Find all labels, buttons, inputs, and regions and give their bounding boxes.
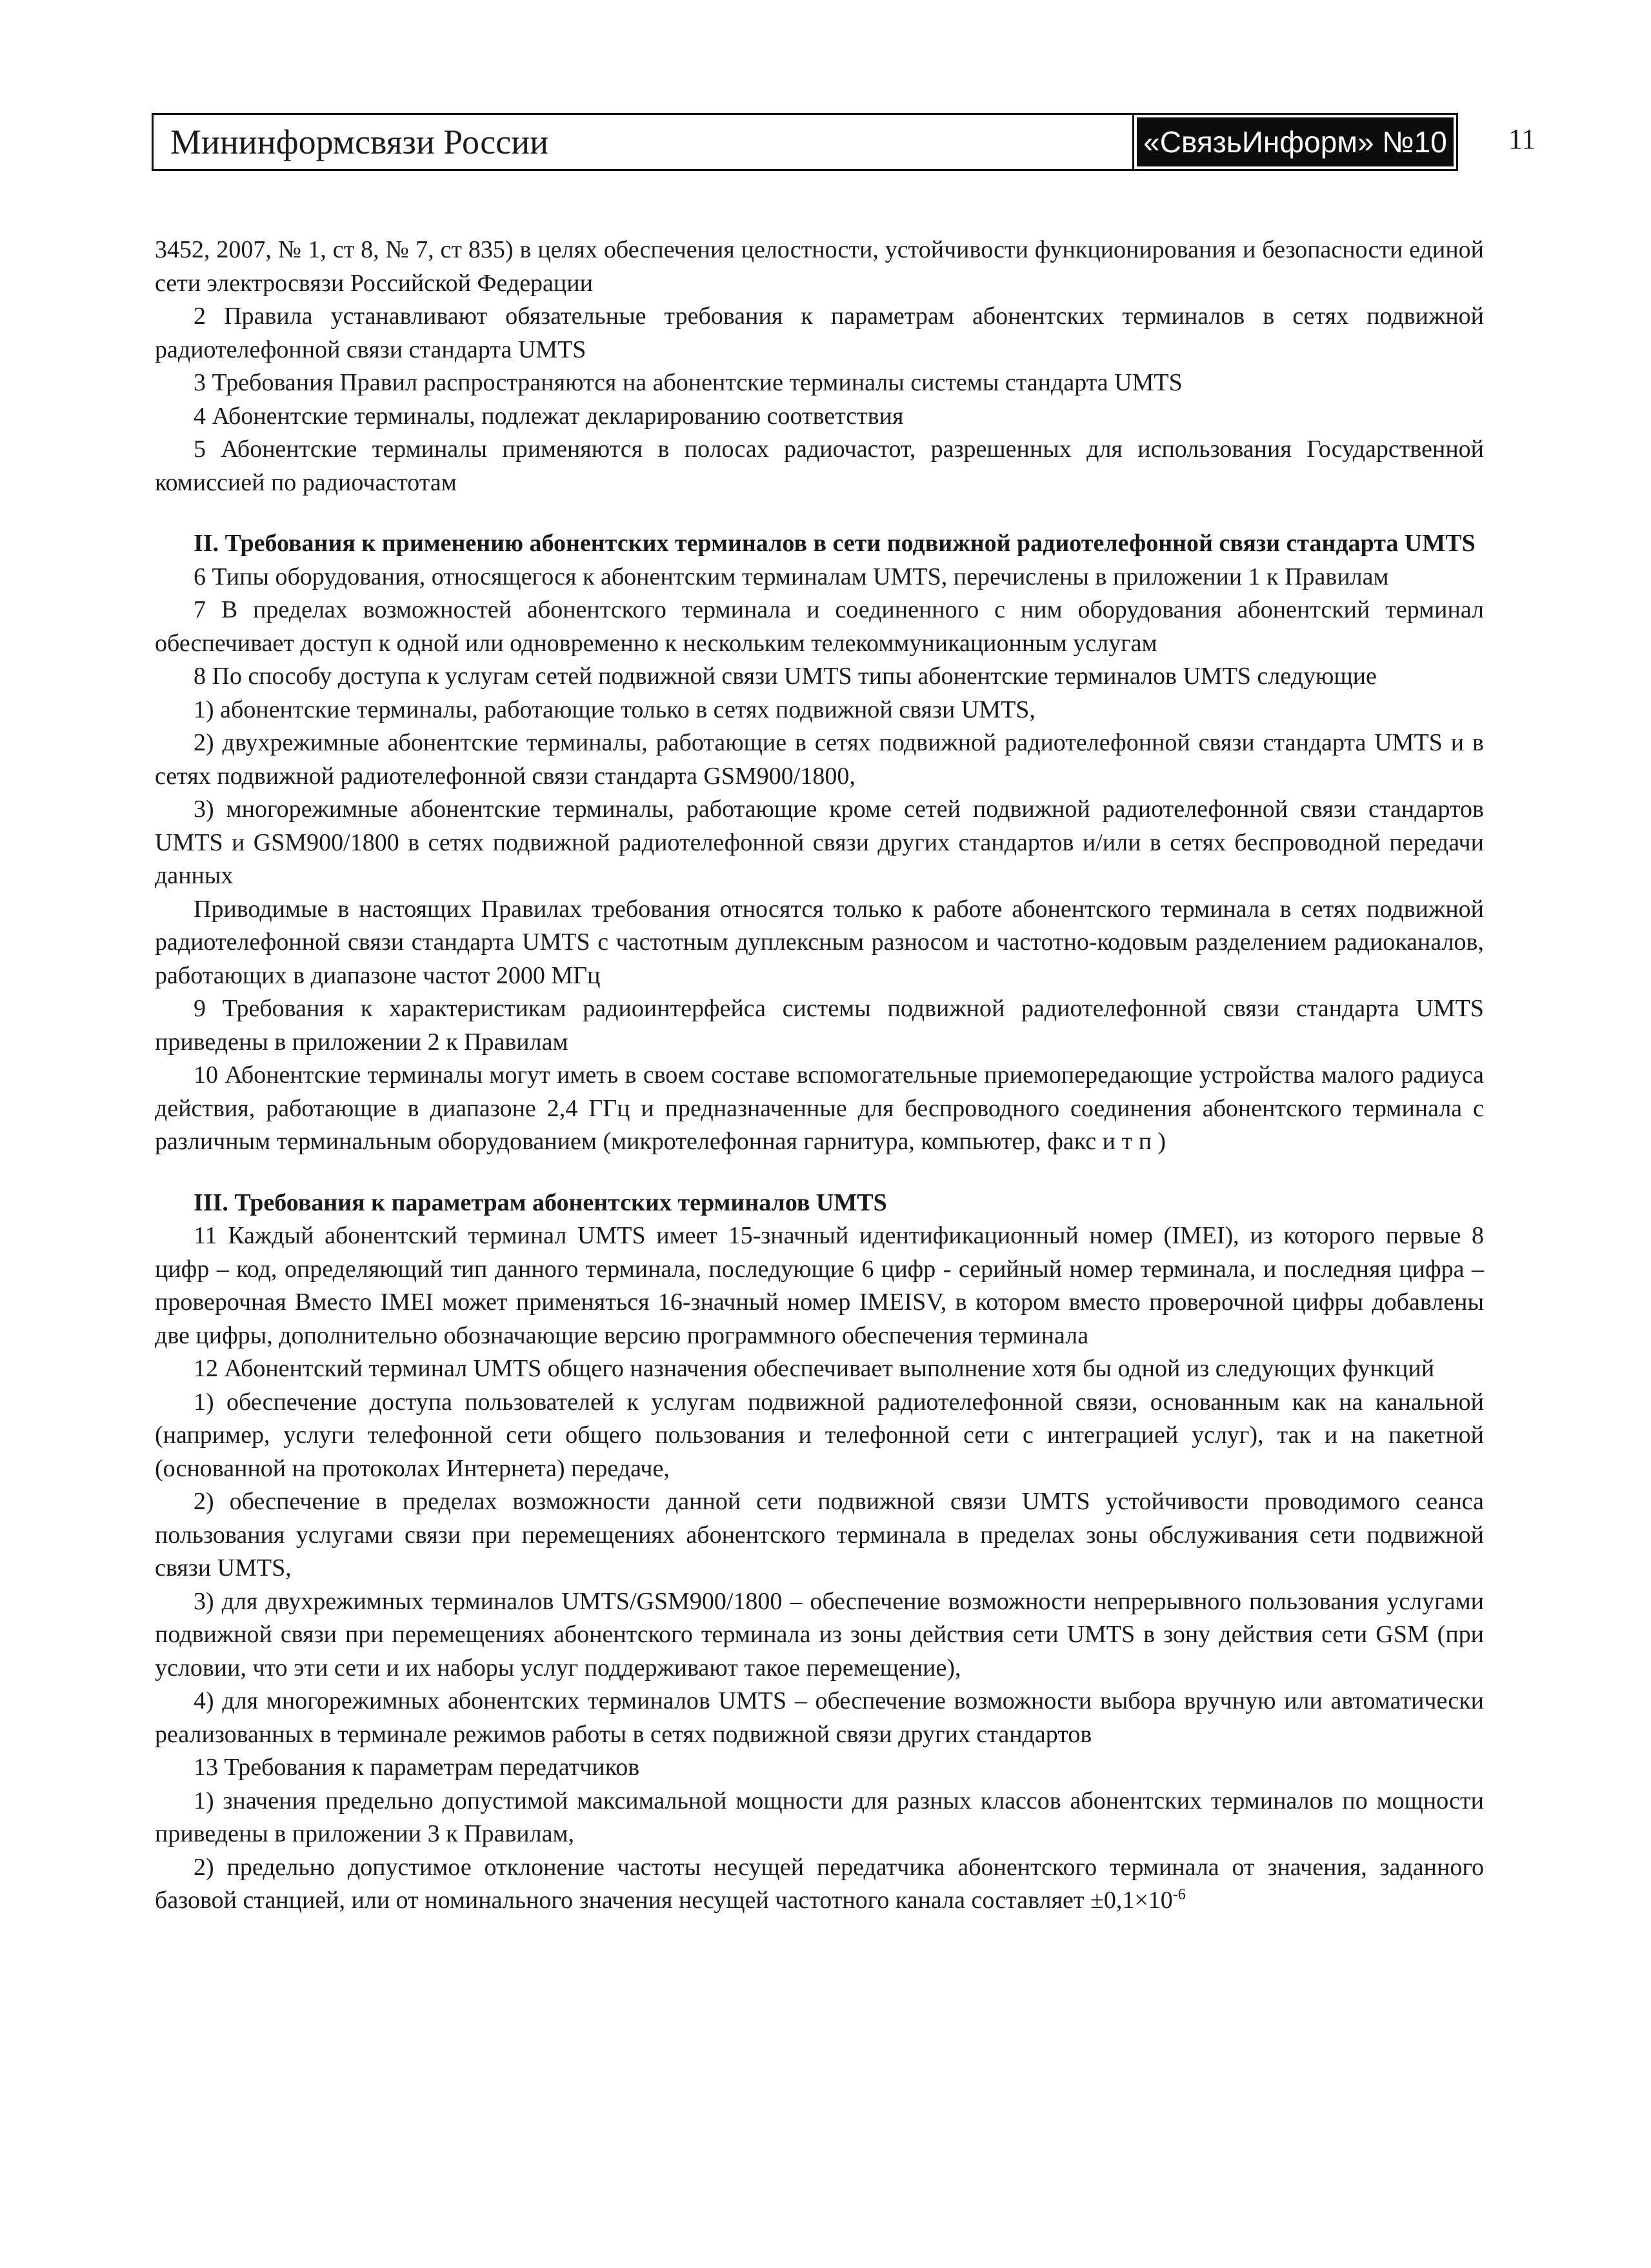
paragraph: 8 По способу доступа к услугам сетей подвижной связи UMTS типы абонентские терминалов UMTS следующие [194,663,1377,690]
paragraph: 9 Требования к характеристикам радиоинтерфейса системы подвижной радиотелефонной связи стандарта UMTS приведены в приложении 2 к Правилам [155,995,1484,1056]
list-item [155,1851,1484,1918]
paragraph: 3 Требования Правил распространяются на абонентские терминалы системы стандарта UMTS [194,369,1183,396]
list-item: 2) двухрежимные абонентские терминалы, работающие в сетях подвижной радиотелефонной связи стандарта UMTS и в сетях подвижной радиотелефонной связи стандарта GSM900/1800, [155,729,1484,790]
journal-title: «СвязьИнформ» №10 [1137,117,1454,166]
section-heading: II. Требования к применению абонентских терминалов в сети подвижной радиотелефонной связи стандарта UMTS [194,530,1476,557]
page-number: 11 [1508,123,1536,155]
paragraph: 10 Абонентские терминалы могут иметь в своем составе вспомогательные приемопередающие устройства малого радиуса действия, работающие в диапазоне 2,4 ГГц и предназначенные для беспроводного соединения абонентского терминала с различным терминальным оборудованием (микротелефонная гарнитура, компьютер, факс и т п ) [155,1061,1484,1155]
list-item: 2) обеспечение в пределах возможности данной сети подвижной связи UMTS устойчивости проводимого сеанса пользования услугами связи при перемещениях абонентского терминала в пределах зоны обслуживания сети подвижной связи UMTS, [155,1488,1484,1581]
paragraph: 6 Типы оборудования, относящегося к абонентским терминалам UMTS, перечислены в приложении 1 к Правилам [194,563,1389,590]
paragraph: 2 Правила устанавливают обязательные требования к параметрам абонентских терминалов в сетях подвижной радиотелефонной связи стандарта UMTS [155,303,1484,363]
list-item: 3) многорежимные абонентские терминалы, работающие кроме сетей подвижной радиотелефонной связи стандартов UMTS и GSM900/1800 в сетях подвижной радиотелефонной связи других стандартов и/или в сетях беспроводной передачи данных [155,796,1484,889]
paragraph: Приводимые в настоящих Правилах требования относятся только к работе абонентского терминала в сетях подвижной радиотелефонной связи стандарта UMTS с частотным дуплексным разносом и частотно-кодовым разделением радиоканалов, работающих в диапазоне частот 2000 МГц [155,895,1484,989]
paragraph: 7 В пределах возможностей абонентского терминала и соединенного с ним оборудования абонентский терминал обеспечивает доступ к одной или одновременно к нескольким телекоммуникационным услугам [155,596,1484,657]
ministry-title: Мининформсвязи России [154,115,1134,169]
paragraph: 11 Каждый абонентский терминал UMTS имеет 15-значный идентификационный номер (IMEI), из которого первые 8 цифр – код, определяющий тип данного терминала, последующие 6 цифр - серийный номер терминала, и последняя цифра – проверочная Вместо IMEI может применяться 16-значный номер IMEISV, в котором вместо проверочной цифры добавлены две цифры, дополнительно обозначающие версию программного обеспечения терминала [155,1222,1484,1349]
document-body [155,234,1484,1918]
superscript-exponent: -6 [1172,1886,1186,1903]
paragraph: 4 Абонентские терминалы, подлежат декларированию соответствия [194,402,904,430]
list-item: 4) для многорежимных абонентских терминалов UMTS – обеспечение возможности выбора вручную или автоматически реализованных в терминале режимов работы в сетях подвижной связи других стандартов [155,1687,1484,1748]
paragraph: 5 Абонентские терминалы применяются в полосах радиочастот, разрешенных для использования Государственной комиссией по радиочастотам [155,436,1484,496]
paragraph: 13 Требования к параметрам передатчиков [194,1754,640,1781]
paragraph: 3452, 2007, № 1, ст 8, № 7, ст 835) в целях обеспечения целостности, устойчивости функционирования и безопасности единой сети электросвязи Российской Федерации [155,236,1484,297]
list-item: 1) обеспечение доступа пользователей к услугам подвижной радиотелефонной связи, основанным как на канальной (например, услуги телефонной сети общего пользования и телефонной сети с интеграцией услуг), так и на пакетной (основанной на протоколах Интернета) передаче, [155,1388,1484,1482]
paragraph-text: 2) предельно допустимое отклонение частоты несущей передатчика абонентского терминала от значения, заданного базовой станцией, или от номинального значения несущей частотного канала составляет ±0,1×10 [155,1853,1484,1914]
list-item: 1) значения предельно допустимой максимальной мощности для разных классов абонентских терминалов по мощности приведены в приложении 3 к Правилам, [155,1787,1484,1847]
list-item: 3) для двухрежимных терминалов UMTS/GSM900/1800 – обеспечение возможности непрерывного пользования услугами подвижной связи при перемещениях абонентского терминала из зоны действия сети UMTS в зону действия сети GSM (при условии, что эти сети и их наборы услуг поддерживают такое перемещение), [155,1587,1484,1681]
page-header [152,113,1458,171]
section-heading: III. Требования к параметрам абонентских терминалов UMTS [194,1189,887,1216]
paragraph: 12 Абонентский терминал UMTS общего назначения обеспечивает выполнение хотя бы одной из следующих функций [194,1355,1435,1382]
list-item: 1) абонентские терминалы, работающие только в сетях подвижной связи UMTS, [194,696,1036,723]
